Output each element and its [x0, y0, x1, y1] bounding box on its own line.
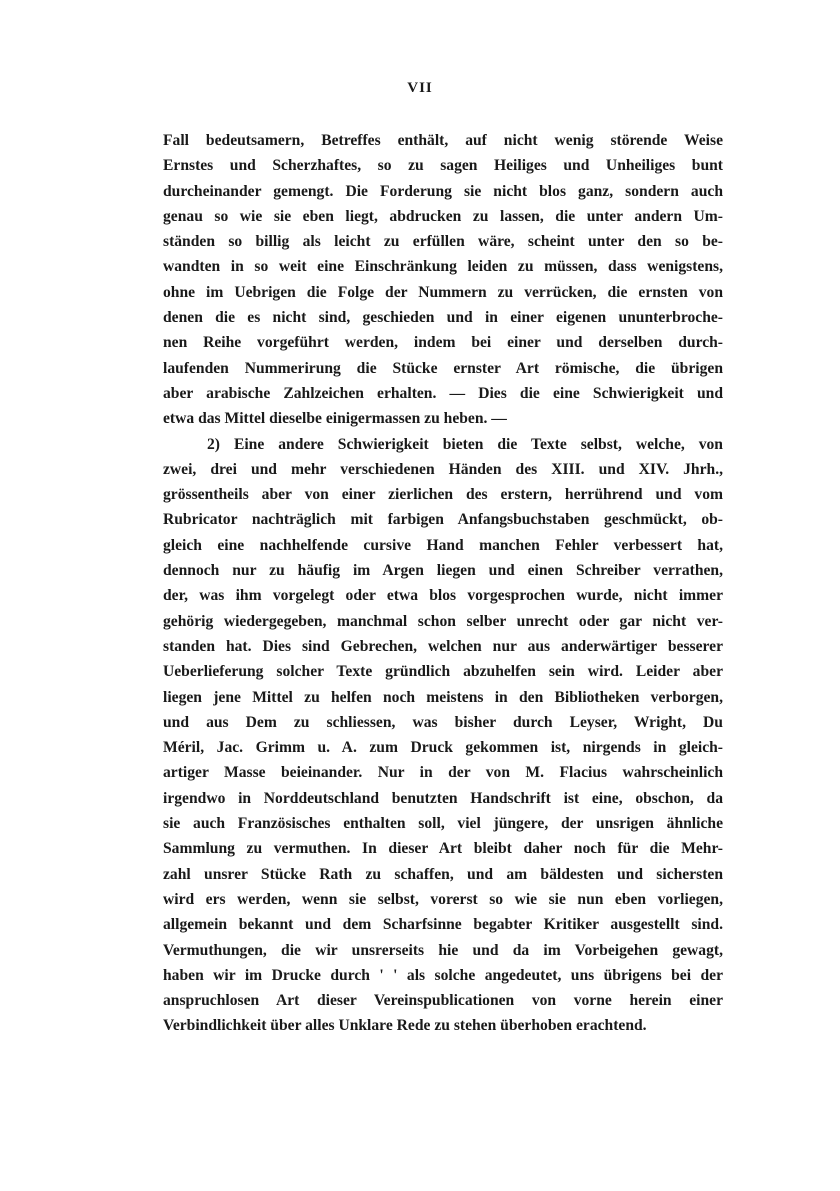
page-number: VII — [407, 80, 433, 96]
text-line: haben wir im Drucke durch ' ' als solche angedeutet, uns übrigens bei der — [163, 966, 723, 984]
text-line: wird ers werden, wenn sie selbst, vorerst so wie sie nun eben vorliegen, — [163, 890, 723, 908]
text-line: grössentheils aber von einer zierlichen des erstern, herrührend und vom — [163, 486, 723, 504]
text-line: ohne im Uebrigen die Folge der Nummern zu verrücken, die ernsten von — [163, 283, 723, 301]
text-line: Ernstes und Scherzhaftes, so zu sagen Heiliges und Unheiliges bunt — [163, 157, 723, 175]
text-line: artiger Masse beieinander. Nur in der von M. Flacius wahrscheinlich — [163, 764, 723, 782]
text-line: Méril, Jac. Grimm u. A. zum Druck gekommen ist, nirgends in gleich- — [163, 739, 723, 757]
text-line: Rubricator nachträglich mit farbigen Anfangsbuchstaben geschmückt, ob- — [163, 511, 723, 529]
text-line: anspruchlosen Art dieser Vereinspublicationen von vorne herein einer — [163, 992, 723, 1010]
text-line: gehörig wiedergegeben, manchmal schon selber unrecht oder gar nicht ver- — [163, 612, 723, 630]
text-line: und aus Dem zu schliessen, was bisher durch Leyser, Wright, Du — [163, 713, 723, 731]
text-line: dennoch nur zu häufig im Argen liegen und einen Schreiber verrathen, — [163, 562, 723, 580]
text-line: standen hat. Dies sind Gebrechen, welchen nur aus anderwärtiger besserer — [163, 637, 723, 655]
text-line: Fall bedeutsamern, Betreffes enthält, auf nicht wenig störende Weise — [163, 132, 723, 149]
text-line: der, was ihm vorgelegt oder etwa blos vorgesprochen wurde, nicht immer — [163, 587, 723, 605]
text-line: Sammlung zu vermuthen. In dieser Art bleibt daher noch für die Mehr- — [163, 840, 723, 858]
text-line: laufenden Nummerirung die Stücke ernster Art römische, die übrigen — [163, 359, 723, 377]
text-line: Vermuthungen, die wir unsrerseits hie und da im Vorbeigehen gewagt, — [163, 941, 723, 959]
text-line: durcheinander gemengt. Die Forderung sie nicht blos ganz, sondern auch — [163, 182, 723, 200]
text-line: Verbindlichkeit über alles Unklare Rede zu stehen überhoben erachtend. — [163, 1017, 647, 1035]
text-line: ständen so billig als leicht zu erfüllen wäre, scheint unter den so be- — [163, 233, 723, 251]
text-line: Ueberlieferung solcher Texte gründlich abzuhelfen sein wird. Leider aber — [163, 663, 723, 681]
text-line: zwei, drei und mehr verschiedenen Händen des XIII. und XIV. Jhrh., — [163, 460, 723, 478]
text-line: sie auch Französisches enthalten soll, viel jüngere, der unsrigen ähnliche — [163, 815, 723, 833]
text-line: allgemein bekannt und dem Scharfsinne begabter Kritiker ausgestellt sind. — [163, 916, 723, 934]
text-line: nen Reihe vorgeführt werden, indem bei einer und derselben durch- — [163, 334, 723, 352]
text-line: aber arabische Zahlzeichen erhalten. — Dies die eine Schwierigkeit und — [163, 384, 723, 402]
text-line: liegen jene Mittel zu helfen noch meistens in den Bibliotheken verborgen, — [163, 688, 723, 706]
text-line: zahl unsrer Stücke Rath zu schaffen, und am bäldesten und sichersten — [163, 865, 723, 883]
text-line: genau so wie sie eben liegt, abdrucken zu lassen, die unter andern Um- — [163, 207, 723, 225]
text-line: etwa das Mittel dieselbe einigermassen zu heben. — — [163, 410, 507, 428]
text-line: gleich eine nachhelfende cursive Hand manchen Fehler verbessert hat, — [163, 536, 723, 554]
body-text — [163, 128, 723, 1039]
text-line: denen die es nicht sind, geschieden und in einer eigenen ununterbroche- — [163, 309, 723, 327]
text-line: 2) Eine andere Schwierigkeit bieten die Texte selbst, welche, von — [207, 435, 723, 453]
text-line: irgendwo in Norddeutschland benutzten Handschrift ist eine, obschon, da — [163, 789, 723, 807]
text-line: wandten in so weit eine Einschränkung leiden zu müssen, dass wenigstens, — [163, 258, 723, 276]
